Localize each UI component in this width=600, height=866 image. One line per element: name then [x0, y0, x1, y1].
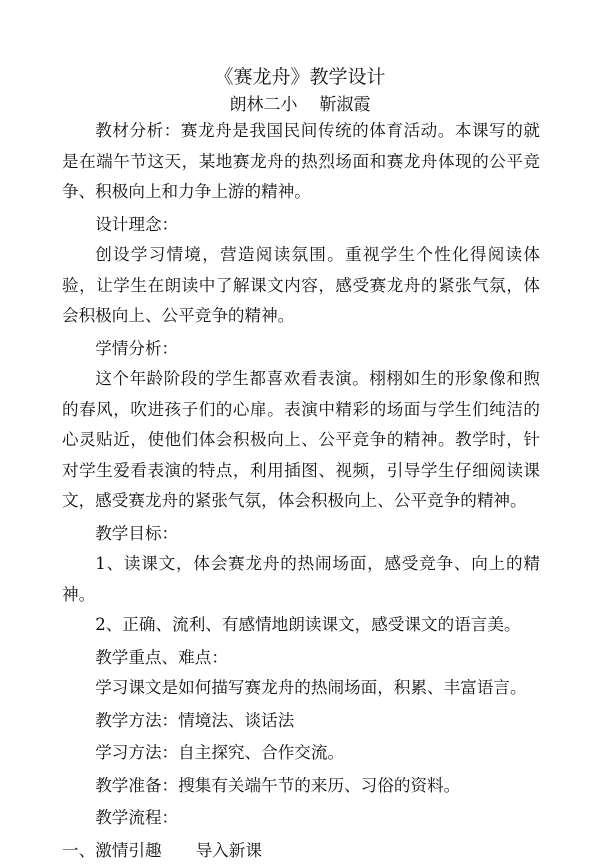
process-step-1-number: 一、激情引趣 [62, 841, 162, 860]
objective-item-2: 2、正确、流利、有感情地朗读课文，感受课文的语言美。 [62, 610, 540, 641]
teaching-methods-line: 教学方法：情境法、谈话法 [62, 706, 540, 737]
learning-methods-line: 学习方法：自主探究、合作交流。 [62, 738, 540, 769]
objectives-heading: 教学目标： [62, 519, 540, 550]
author-name: 靳淑霞 [320, 95, 371, 115]
document-body [62, 116, 540, 866]
key-points-heading: 教学重点、难点： [62, 643, 540, 674]
learner-analysis-paragraph: 这个年龄阶段的学生都喜欢看表演。栩栩如生的形象像和煦的春风，吹进孩子们的心扉。表演中精彩的场面与学生们纯洁的心灵贴近，使他们体会积极向上、公平竞争的精神。教学时，针对学生爱看表演的特点，利用插图、视频，引导学生仔细阅读课文，感受赛龙舟的紧张气氛，体会积极向上、公平竞争的精神。 [62, 364, 540, 517]
material-analysis-paragraph: 教材分析：赛龙舟是我国民间传统的体育活动。本课写的就是在端午节这天，某地赛龙舟的热烈场面和赛龙舟体现的公平竞争、积极向上和力争上游的精神。 [62, 116, 540, 208]
author-line [0, 92, 600, 118]
preparation-line: 教学准备：搜集有关端午节的来历、习俗的资料。 [62, 771, 540, 802]
process-heading: 教学流程： [62, 803, 540, 834]
design-concept-heading: 设计理念： [62, 210, 540, 241]
document-title: 《赛龙舟》教学设计 [0, 64, 600, 90]
process-step-1 [62, 836, 540, 866]
process-step-1-title: 导入新课 [196, 841, 262, 860]
objective-item-1: 1、读课文，体会赛龙舟的热闹场面，感受竞争、向上的精神。 [62, 549, 540, 610]
design-concept-paragraph: 创设学习情境，营造阅读氛围。重视学生个性化得阅读体验，让学生在朗读中了解课文内容，感受赛龙舟的紧张气氛，体会积极向上、公平竞争的精神。 [62, 240, 540, 332]
school-name: 朗林二小 [230, 95, 298, 115]
learner-analysis-heading: 学情分析： [62, 334, 540, 365]
key-points-paragraph: 学习课文是如何描写赛龙舟的热闹场面，积累、丰富语言。 [62, 673, 540, 704]
